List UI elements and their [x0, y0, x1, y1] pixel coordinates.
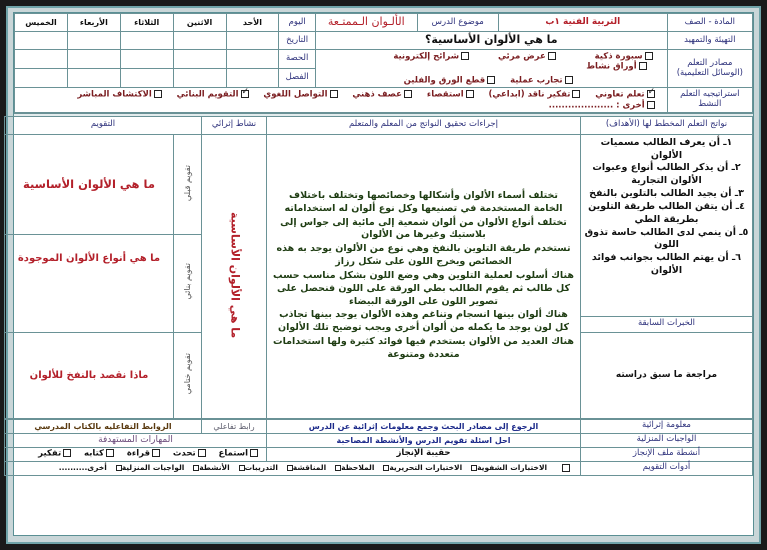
strategy-option[interactable]: عصف ذهني [352, 90, 412, 100]
enrichment-cell [202, 134, 267, 418]
strategy-option[interactable]: استقصاء [427, 90, 474, 100]
date-cell-2[interactable] [173, 32, 226, 50]
checkbox-checked-icon[interactable] [647, 90, 655, 98]
resource-option[interactable]: قطع الورق والفلين [404, 76, 496, 86]
checkbox-icon[interactable] [287, 465, 293, 471]
tool-option[interactable]: المناقشة [285, 464, 326, 473]
checkbox-icon[interactable] [239, 465, 245, 471]
strategy-option[interactable]: ✓التقويم البنائي [177, 90, 249, 100]
objective-item: ٥ـ أن ينمي لدى الطالب حاسة تذوق اللون [584, 226, 749, 251]
checkbox-icon[interactable] [250, 449, 258, 457]
subject-label: المادة - الصف [667, 14, 752, 32]
window-border [6, 6, 761, 544]
skill-option[interactable]: تحدث [173, 449, 206, 459]
link-label: رابط تفاعلي [202, 419, 267, 433]
strategy-option[interactable]: تفكير ناقد (ابداعي) [489, 90, 581, 100]
topic-value: الألـوان الـممتـعة [315, 14, 417, 32]
date-cell-1[interactable] [226, 32, 279, 50]
checkbox-icon[interactable] [152, 449, 160, 457]
checkbox-icon[interactable] [466, 90, 474, 98]
checkbox-icon[interactable] [572, 90, 580, 98]
topic-label: موضوع الدرس [417, 14, 498, 32]
intro-value: ما هي الألوان الأساسية؟ [315, 32, 667, 50]
class-cell-5[interactable] [15, 69, 68, 88]
tool-option[interactable]: الأنشطة [191, 464, 229, 473]
strategy-option[interactable]: أخرى : .................... [549, 101, 655, 111]
resource-option[interactable]: سبورة ذكية [595, 52, 653, 62]
class-cell-4[interactable] [67, 69, 120, 88]
checkbox-icon[interactable] [198, 449, 206, 457]
date-label: التاريخ [279, 32, 316, 50]
checkbox-icon[interactable] [548, 52, 556, 60]
resource-option[interactable]: شرائح إلكترونية [393, 52, 469, 62]
day-tuesday: الثلاثاء [120, 14, 173, 32]
checkbox-icon[interactable] [461, 52, 469, 60]
objective-item: ٢ـ أن يذكر الطالب أنواع وعبوات الألوان التجارية [592, 162, 741, 187]
day-wednesday: الأربعاء [67, 14, 120, 32]
skills-label: المهارات المستهدفة [5, 433, 267, 447]
procedures-header: إجراءات تحقيق النواتج من المعلم والمتعلم [267, 116, 581, 134]
strategy-options [15, 88, 668, 113]
enrich-info-value: الرجوع إلى مصادر البحث وجمع معلومات إثرائية عن الدرس [267, 419, 581, 433]
enrich-info-label: معلومة إثرائية [581, 419, 753, 433]
tool-option[interactable]: التدريبات [237, 464, 278, 473]
period-cell-5[interactable] [15, 50, 68, 69]
main-table [4, 116, 753, 419]
objective-item: ٣ـ أن يجيد الطالب بالتلوين بالنفخ [589, 188, 744, 200]
tool-option[interactable]: الاختبارات التحريرية [381, 464, 462, 473]
prior-label: الخبرات السابقة [581, 316, 753, 332]
checkbox-icon[interactable] [471, 465, 477, 471]
link-value[interactable]: الروابط التفاعليه بالكتاب المدرسي [5, 419, 202, 433]
day-monday: الاثنين [173, 14, 226, 32]
tools-options [5, 461, 581, 475]
lesson-plan-page [13, 12, 754, 536]
date-cell-3[interactable] [120, 32, 173, 50]
eval-question: ماذا نقصد بالنفخ للألوان [4, 332, 173, 418]
evaluation-header: التقويم [4, 116, 201, 134]
eval-type-label: تقويم ختامي [182, 353, 192, 395]
checkbox-icon[interactable] [193, 465, 199, 471]
period-label: الحصة [279, 50, 316, 69]
portfolio-label: أنشطة ملف الإنجاز [581, 447, 753, 461]
strategy-option[interactable]: الاكتشاف المباشر [77, 90, 161, 100]
checkbox-icon[interactable] [404, 90, 412, 98]
tools-label: أدوات التقويم [581, 461, 753, 475]
resources-label: مصادر التعلم (الوسائل التعليمية) [667, 50, 752, 88]
resource-option[interactable]: تجارب عملية [510, 76, 573, 86]
day-label: اليوم [279, 14, 316, 32]
date-cell-5[interactable] [15, 32, 68, 50]
portfolio-value: حقيبة الإنجاز [267, 447, 581, 461]
procedure-item: تختلف أسماء الألوان وأشكالها وخصائصها وتختلف باختلاف الخامة المستخدمة في تصنيعها وكل نوع ألوان له استخداماته [284, 190, 563, 214]
tool-option[interactable]: الواجبات المنزلية [114, 464, 185, 473]
skill-option[interactable]: تفكير [38, 449, 71, 459]
skill-option[interactable]: كتابه [84, 449, 114, 459]
tool-option[interactable]: أخرى.......... [58, 463, 107, 473]
checkbox-icon[interactable] [154, 90, 162, 98]
objectives-header: نواتج التعلم المخطط لها (الأهداف) [581, 116, 753, 134]
class-label: الفصل [279, 69, 316, 88]
resource-option[interactable]: أوراق نشاط [586, 62, 646, 72]
eval-type-cell [174, 234, 202, 332]
homework-label: الواجبات المنزلية [581, 433, 753, 447]
strategy-label: استراتيجيه التعلم النشط [667, 88, 752, 113]
procedure-item: تختلف أنواع الألوان من ألوان شمعية إلى مائية إلى جواس إلى بلاستيك وغيرها من الألوان [280, 216, 567, 241]
tool-option[interactable]: الملاحظة [333, 464, 374, 473]
procedure-item: هناك أسلوب لعملية التلوين وهي وضع اللون بشكل مناسب حسب كل طالب ثم يقوم الطالب بطي الورقة على اللون فنحصل على تصوير اللون على الورقة البيضاء [273, 269, 574, 307]
strategy-option[interactable]: التواصل اللغوي [263, 90, 337, 100]
class-cell-1[interactable] [226, 69, 279, 88]
homework-value: احل اسئلة تقويم الدرس والأنشطة المصاحبة [267, 433, 581, 447]
checkbox-icon[interactable] [63, 449, 71, 457]
checkbox-icon[interactable] [645, 52, 653, 60]
resources-options [315, 50, 667, 88]
prior-value: مراجعة ما سبق دراسته [581, 332, 753, 418]
checkbox-icon[interactable] [647, 101, 655, 109]
period-cell-1[interactable] [226, 50, 279, 69]
checkbox-icon[interactable] [487, 76, 495, 84]
eval-question: ما هي الألوان الأساسية [4, 134, 173, 234]
procedure-item: هناك العديد من الألوان يستخدم فيها فوائد كثيرة ولها استخدامات متعددة ومتنوعة [273, 335, 574, 360]
eval-question: ما هي أنواع الألوان الموجودة [4, 234, 173, 332]
subject-value: التربية الفنية ١ب [498, 14, 667, 32]
period-cell-4[interactable] [67, 50, 120, 69]
footer-table [4, 419, 753, 476]
procedures-text [267, 134, 581, 418]
eval-type-cell [174, 134, 202, 234]
checkbox-icon[interactable] [565, 76, 573, 84]
checkbox-icon[interactable] [106, 449, 114, 457]
header-table [14, 13, 753, 113]
objective-item: ١ـ أن يعرف الطالب مسميات الألوان [600, 136, 733, 161]
day-thursday: الخميس [15, 14, 68, 32]
period-cell-2[interactable] [173, 50, 226, 69]
strategy-option[interactable]: ✓تعلم تعاوني [595, 90, 654, 100]
checkbox-icon[interactable] [383, 465, 389, 471]
procedure-item: هناك ألوان بينها انسجام وتناغم وهذه الألوان يوجد بينها تجاذب كل لون يوجد ما يكمله من ألوان أخرى ويجب توضيح تلك الألوان [277, 309, 570, 334]
checkbox-icon[interactable] [562, 464, 570, 472]
checkbox-icon[interactable] [335, 465, 341, 471]
class-cell-3[interactable] [120, 69, 173, 88]
class-cell-2[interactable] [173, 69, 226, 88]
checkbox-icon[interactable] [639, 62, 647, 70]
skills-options [5, 447, 267, 461]
checkbox-icon[interactable] [116, 465, 122, 471]
checkbox-icon[interactable] [330, 90, 338, 98]
checkbox-checked-icon[interactable] [241, 90, 249, 98]
skill-option[interactable]: قراءة [127, 449, 160, 459]
tool-option[interactable]: الاختبارات الشفوية [469, 464, 547, 473]
objective-item: ٤ـ أن يتقن الطالب طريقة التلوين بطريقة الطي [588, 200, 745, 225]
date-cell-4[interactable] [67, 32, 120, 50]
objectives-list [581, 134, 753, 316]
eval-type-cell [174, 332, 202, 418]
eval-type-label: تقويم بنائي [182, 263, 192, 300]
skill-option[interactable]: استماع [219, 449, 258, 459]
day-sunday: الأحد [226, 14, 279, 32]
enrichment-header: نشاط إثرائي [202, 116, 267, 134]
enrichment-text: ما هي الألوان الأساسية [228, 211, 242, 338]
resource-option[interactable]: عرض مرئي [498, 52, 556, 62]
procedure-item: تستخدم طريقة التلوين بالنفخ وهي نوع من الألوان يوجد به هذه الخصائص ويخرج اللون على شكل رزاز [276, 243, 571, 268]
period-cell-3[interactable] [120, 50, 173, 69]
intro-label: التهيئة والتمهيد [667, 32, 752, 50]
objective-item: ٦ـ أن يهتم الطالب بجوانب فوائد الألوان [591, 252, 742, 276]
eval-type-label: تقويم قبلي [182, 164, 192, 201]
